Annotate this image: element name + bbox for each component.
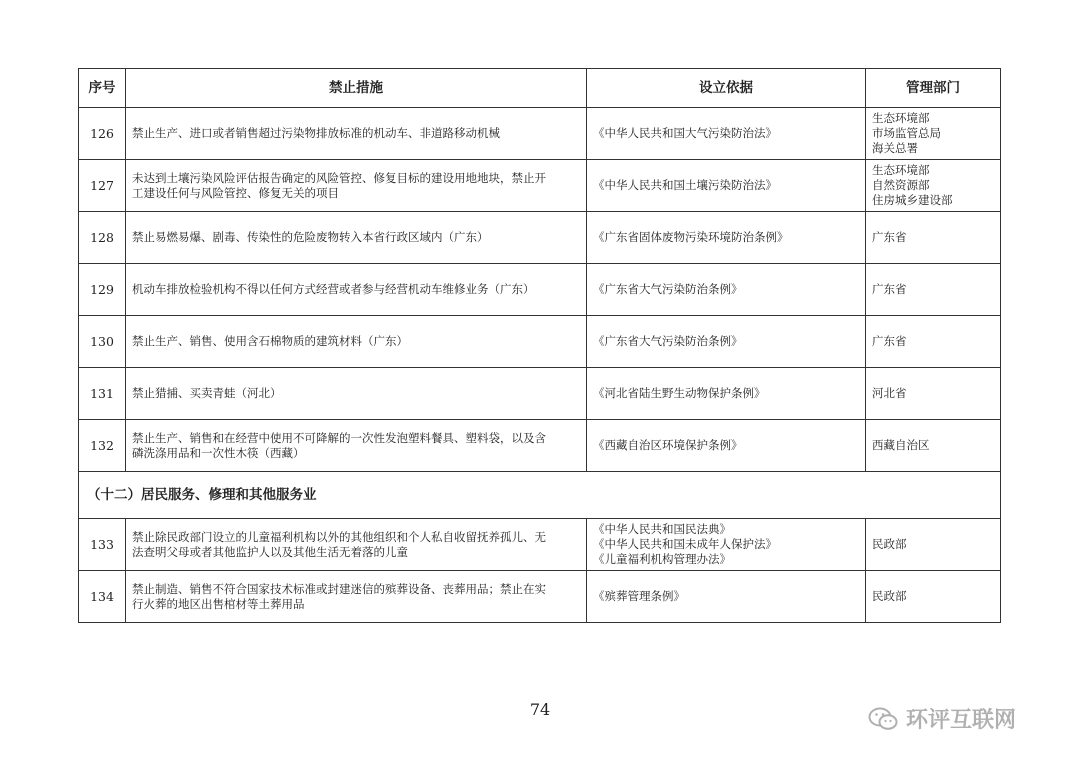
measure-cell: [126, 264, 587, 316]
dept-cell-line: 生态环境部: [872, 163, 930, 177]
row-number: 130: [79, 316, 126, 368]
table-row: [79, 519, 1001, 571]
dept-cell: [866, 519, 1001, 571]
row-number: 127: [79, 160, 126, 212]
measure-cell: [126, 420, 587, 472]
measure-cell: [126, 571, 587, 623]
header-row: [79, 69, 1001, 108]
table-row: [79, 316, 1001, 368]
prohibition-table: [78, 68, 1001, 623]
basis-cell-line: 《儿童福利机构管理办法》: [593, 552, 731, 566]
section-row: [79, 472, 1001, 519]
basis-cell: [587, 316, 866, 368]
wechat-icon: [868, 706, 898, 732]
dept-cell: [866, 571, 1001, 623]
dept-cell: [866, 420, 1001, 472]
measure-cell-line: 行火葬的地区出售棺材等土葬用品: [132, 596, 305, 611]
row-number: 132: [79, 420, 126, 472]
dept-cell: [866, 108, 1001, 160]
measure-cell-line: 法查明父母或者其他监护人以及其他生活无着落的儿童: [132, 544, 408, 559]
basis-cell-line: 《河北省陆生野生动物保护条例》: [593, 386, 766, 400]
dept-cell: [866, 316, 1001, 368]
table-row: [79, 571, 1001, 623]
dept-cell-line: 市场监管总局: [872, 126, 941, 140]
basis-cell: [587, 519, 866, 571]
row-number: 126: [79, 108, 126, 160]
dept-cell-line: 西藏自治区: [872, 438, 930, 452]
measure-cell-line: 禁止生产、进口或者销售超过污染物排放标准的机动车、非道路移动机械: [132, 126, 500, 140]
measure-cell-line: 禁止生产、销售、使用含石棉物质的建筑材料（广东）: [132, 334, 408, 348]
basis-cell-line: 《中华人民共和国大气污染防治法》: [593, 126, 777, 140]
basis-cell-line: 《中华人民共和国民法典》: [593, 522, 731, 536]
measure-cell: [126, 212, 587, 264]
measure-cell-line: 禁止制造、销售不符合国家技术标准或封建迷信的殡葬设备、丧葬用品；禁止在实: [132, 581, 546, 596]
row-number: 133: [79, 519, 126, 571]
table-row: [79, 212, 1001, 264]
row-number: 128: [79, 212, 126, 264]
measure-cell-line: 禁止猎捕、买卖青蛙（河北）: [132, 386, 282, 400]
header-measure: 禁止措施: [126, 69, 587, 108]
basis-cell: [587, 420, 866, 472]
dept-cell-line: 住房城乡建设部: [872, 193, 953, 207]
measure-cell-line: 禁止生产、销售和在经营中使用不可降解的一次性发泡塑料餐具、塑料袋，以及含: [132, 430, 546, 445]
table-row: [79, 368, 1001, 420]
dept-cell-line: 广东省: [872, 230, 907, 244]
dept-cell: [866, 264, 1001, 316]
dept-cell-line: 民政部: [872, 589, 907, 603]
dept-cell-line: 广东省: [872, 282, 907, 296]
section-title: （十二）居民服务、修理和其他服务业: [79, 472, 1001, 519]
basis-cell-line: 《中华人民共和国土壤污染防治法》: [593, 178, 777, 192]
basis-cell: [587, 571, 866, 623]
basis-cell: [587, 264, 866, 316]
header-no: 序号: [79, 69, 126, 108]
watermark-text: 环评互联网: [906, 708, 1017, 733]
basis-cell: [587, 108, 866, 160]
dept-cell-line: 河北省: [872, 386, 907, 400]
basis-cell-line: 《西藏自治区环境保护条例》: [593, 438, 743, 452]
table-row: [79, 420, 1001, 472]
measure-cell: [126, 519, 587, 571]
header-dept: 管理部门: [866, 69, 1001, 108]
table-row: [79, 160, 1001, 212]
measure-cell-line: 未达到土壤污染风险评估报告确定的风险管控、修复目标的建设用地地块，禁止开: [132, 170, 546, 185]
measure-cell-line: 禁止除民政部门设立的儿童福利机构以外的其他组织和个人私自收留抚养孤儿、无: [132, 529, 546, 544]
dept-cell-line: 自然资源部: [872, 178, 930, 192]
basis-cell-line: 《广东省固体废物污染环境防治条例》: [593, 230, 789, 244]
measure-cell: [126, 160, 587, 212]
basis-cell: [587, 160, 866, 212]
measure-cell-line: 机动车排放检验机构不得以任何方式经营或者参与经营机动车维修业务（广东）: [132, 282, 535, 296]
basis-cell-line: 《殡葬管理条例》: [593, 589, 685, 603]
measure-cell-line: 工建设任何与风险管控、修复无关的项目: [132, 185, 339, 200]
dept-cell: [866, 160, 1001, 212]
watermark: [868, 703, 1016, 734]
dept-cell-line: 海关总署: [872, 141, 918, 155]
row-number: 134: [79, 571, 126, 623]
measure-cell-line: 禁止易燃易爆、剧毒、传染性的危险废物转入本省行政区域内（广东）: [132, 230, 489, 244]
table-row: [79, 108, 1001, 160]
dept-cell: [866, 368, 1001, 420]
dept-cell-line: 民政部: [872, 537, 907, 551]
basis-cell-line: 《中华人民共和国未成年人保护法》: [593, 537, 777, 551]
header-basis: 设立依据: [587, 69, 866, 108]
page-number: 74: [529, 700, 551, 719]
basis-cell: [587, 212, 866, 264]
measure-cell: [126, 368, 587, 420]
basis-cell: [587, 368, 866, 420]
measure-cell: [126, 316, 587, 368]
dept-cell-line: 生态环境部: [872, 111, 930, 125]
row-number: 131: [79, 368, 126, 420]
row-number: 129: [79, 264, 126, 316]
dept-cell: [866, 212, 1001, 264]
dept-cell-line: 广东省: [872, 334, 907, 348]
measure-cell: [126, 108, 587, 160]
measure-cell-line: 磷洗涤用品和一次性木筷（西藏）: [132, 445, 305, 460]
basis-cell-line: 《广东省大气污染防治条例》: [593, 282, 743, 296]
table-row: [79, 264, 1001, 316]
basis-cell-line: 《广东省大气污染防治条例》: [593, 334, 743, 348]
